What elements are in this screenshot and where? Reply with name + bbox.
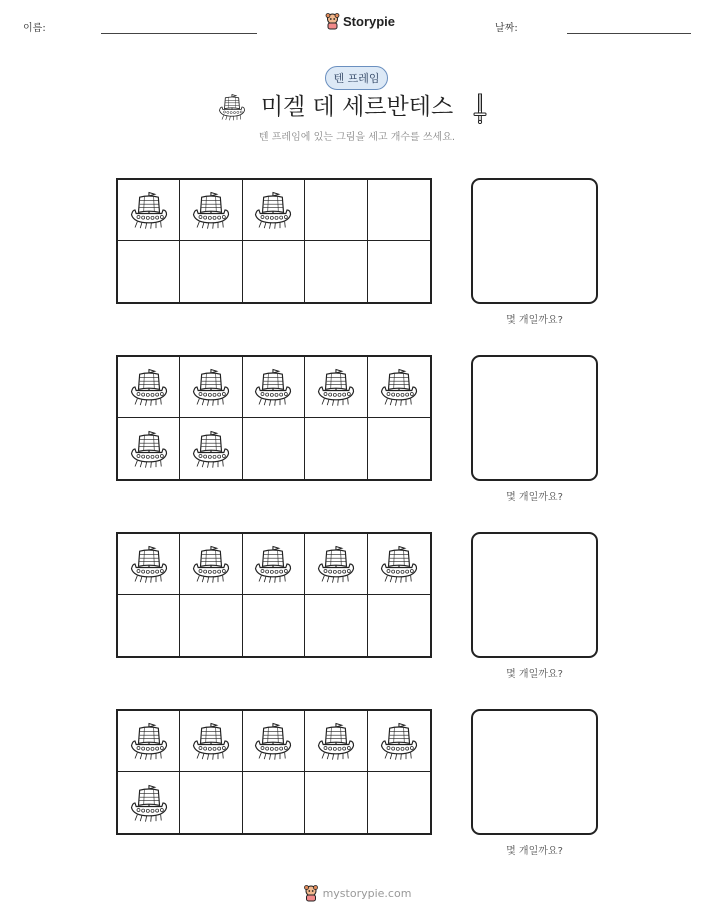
ten-frame-cell [243,418,305,479]
viking-ship-icon [378,366,420,408]
ten-frame-cell [180,180,242,241]
ten-frame-cell [368,357,430,418]
viking-ship-icon [252,543,294,585]
ten-frame-cell [118,180,180,241]
viking-ship-icon [128,720,170,762]
ten-frame-cell [243,534,305,595]
ten-frame-cell [180,595,242,656]
ten-frame-cell [305,711,367,772]
ten-frame-cell [180,772,242,833]
answer-box[interactable] [471,355,598,481]
ten-frame-cell [368,241,430,302]
name-label: 이름: [23,23,46,34]
ten-frame-cell [118,711,180,772]
ten-frame [116,178,432,304]
name-line[interactable] [101,33,257,34]
viking-ship-icon [128,543,170,585]
viking-ship-icon [315,543,357,585]
ten-frame [116,355,432,481]
storypie-mascot-icon [325,13,340,30]
viking-ship-icon [315,720,357,762]
ten-frame-cell [118,595,180,656]
date-label: 날짜: [495,23,518,34]
viking-ship-icon [315,366,357,408]
ten-frame-cell [118,241,180,302]
answer-prompt: 몇 개일까요? [506,669,563,680]
ten-frame-cell [305,595,367,656]
brand-name: Storypie [343,14,396,29]
ten-frame-cell [368,711,430,772]
ten-frame-cell [368,595,430,656]
ten-frame-cell [305,534,367,595]
ten-frame-cell [180,711,242,772]
sword-icon [471,92,489,128]
viking-ship-icon [252,720,294,762]
ten-frame-cell [243,357,305,418]
ten-frame-cell [305,418,367,479]
viking-ship-icon [252,366,294,408]
ten-frame-cell [243,180,305,241]
instruction-text: 텐 프레임에 있는 그림을 세고 개수를 쓰세요. [258,132,456,143]
ten-frame-cell [243,241,305,302]
date-line[interactable] [567,33,691,34]
ten-frame-cell [305,772,367,833]
answer-prompt: 몇 개일까요? [506,315,563,326]
viking-ship-icon [128,782,170,824]
ten-frame-cell [180,534,242,595]
viking-ship-icon [252,189,294,231]
answer-prompt: 몇 개일까요? [506,846,563,857]
ten-frame-cell [368,418,430,479]
answer-box[interactable] [471,709,598,835]
ten-frame-cell [118,418,180,479]
ten-frame-cell [243,772,305,833]
footer [0,885,714,902]
ten-frame-cell [118,357,180,418]
ten-frame-cell [305,180,367,241]
ten-frame-cell [118,534,180,595]
ten-frame-cell [368,772,430,833]
ten-frame [116,532,432,658]
topic-badge: 텐 프레임 [325,66,388,90]
viking-ship-icon [378,543,420,585]
ten-frame-cell [305,241,367,302]
ten-frame-cell [243,711,305,772]
viking-ship-icon [128,366,170,408]
viking-ship-icon [190,366,232,408]
ten-frame-cell [118,772,180,833]
storypie-mascot-icon [303,885,319,902]
viking-ship-icon [128,189,170,231]
viking-ship-icon [190,189,232,231]
viking-ship-icon [378,720,420,762]
ten-frame-cell [180,418,242,479]
page-title: 미겔 데 세르반테스 [260,94,454,120]
ten-frame-cell [180,357,242,418]
ten-frame-cell [305,357,367,418]
brand-logo [325,13,395,30]
viking-ship-icon [128,428,170,470]
viking-ship-icon [190,543,232,585]
ten-frame-cell [243,595,305,656]
footer-url[interactable]: mystorypie.com [322,887,412,900]
answer-box[interactable] [471,532,598,658]
ten-frame [116,709,432,835]
viking-ship-icon [190,428,232,470]
viking-ship-icon [190,720,232,762]
ten-frame-cell [180,241,242,302]
ten-frame-cell [368,534,430,595]
answer-box[interactable] [471,178,598,304]
answer-prompt: 몇 개일까요? [506,492,563,503]
ten-frame-cell [368,180,430,241]
